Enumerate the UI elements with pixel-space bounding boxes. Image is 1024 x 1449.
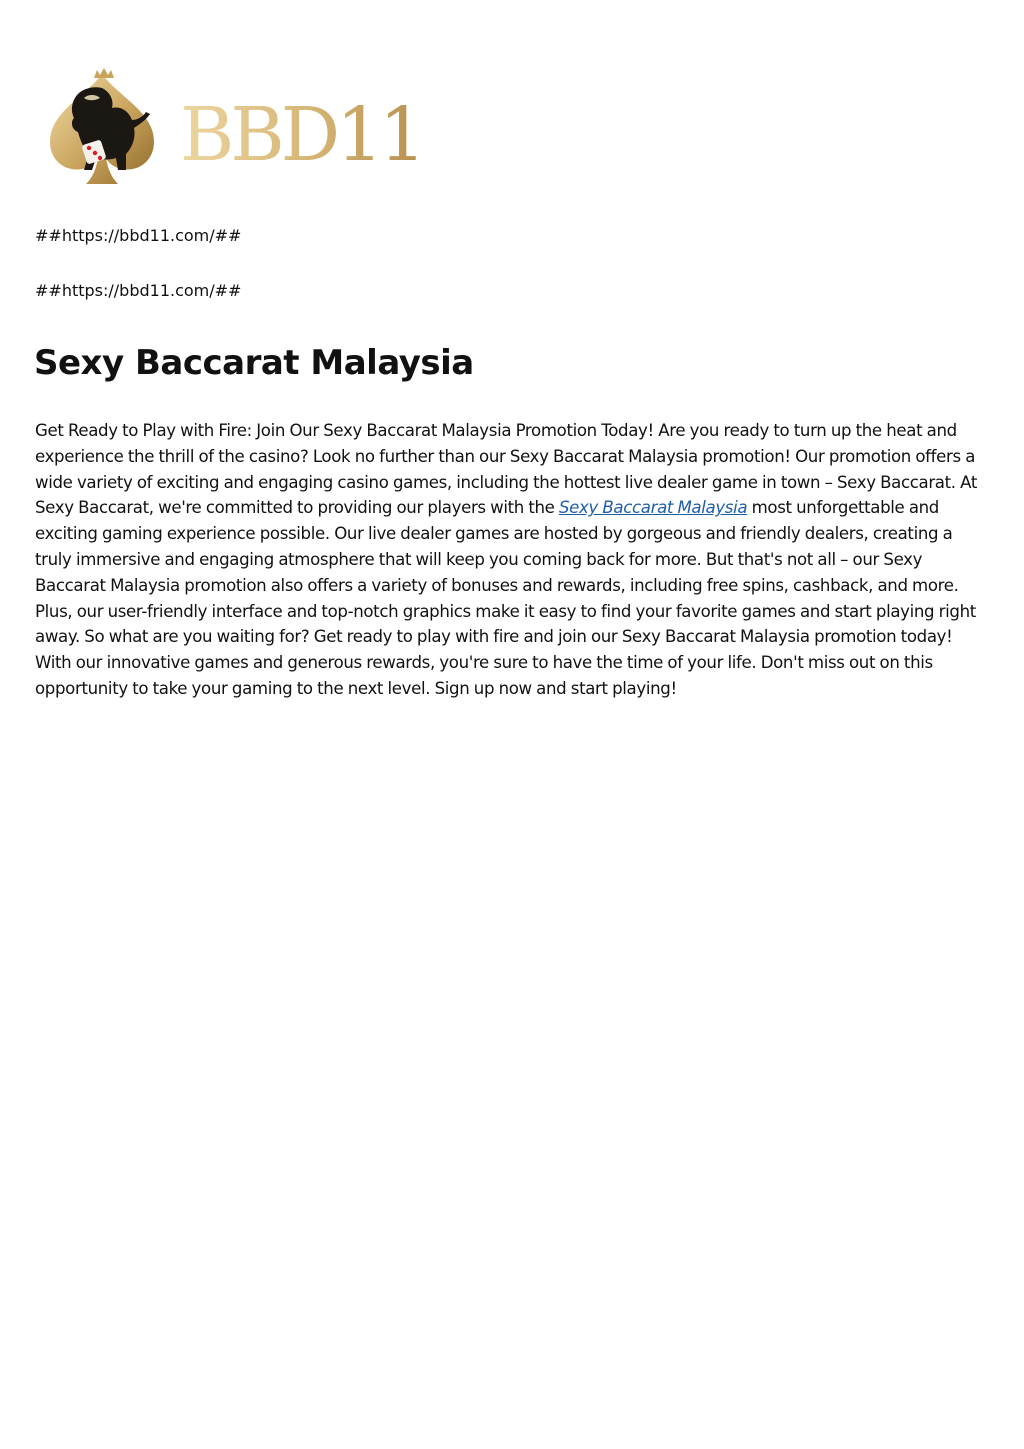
brand-logo xyxy=(44,64,423,192)
sexy-baccarat-malaysia-link[interactable]: Sexy Baccarat Malaysia xyxy=(558,498,748,518)
page-title: Sexy Baccarat Malaysia xyxy=(34,343,474,383)
url-text-2: ##https://bbd11.com/## xyxy=(35,281,242,300)
url-text-1: ##https://bbd11.com/## xyxy=(35,226,242,245)
article-paragraph xyxy=(35,418,990,702)
paragraph-text-before-link: Get Ready to Play with Fire: Join Our Sexy Baccarat Malaysia Promotion Today! Are you ready to turn up the heat and experience the thrill of the casino? Look no further than our Sexy Baccarat Malaysia promotion! Our promotion offers a wide variety of exciting and engaging casino games, including the hottest live dealer game in town – Sexy Baccarat. At Sexy Baccarat, we're committed to providing our players with the xyxy=(35,421,977,518)
paragraph-text-after-link: most unforgettable and exciting gaming experience possible. Our live dealer games are hosted by gorgeous and friendly dealers, creating a truly immersive and engaging atmosphere that will keep you coming back for more. But that's not all – our Sexy Baccarat Malaysia promotion also offers a variety of bonuses and rewards, including free spins, cashback, and more. Plus, our user-friendly interface and top-notch graphics make it easy to find your favorite games and start playing right away. So what are you waiting for? Get ready to play with fire and join our Sexy Baccarat Malaysia promotion today! With our innovative games and generous rewards, you're sure to have the time of your life. Don't miss out on this opportunity to take your gaming to the next level. Sign up now and start playing! xyxy=(35,498,976,698)
logo-wordmark: BBD11 xyxy=(180,92,423,178)
lion-spade-icon xyxy=(44,64,423,192)
